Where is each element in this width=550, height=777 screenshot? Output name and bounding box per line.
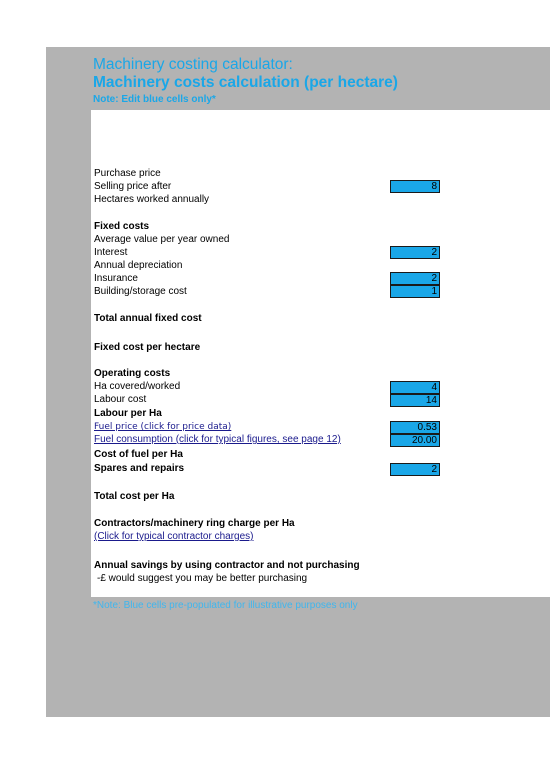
fixed-costs-heading: Fixed costs <box>94 221 150 232</box>
contractor-charge-label: Contractors/machinery ring charge per Ha <box>94 518 295 529</box>
contractor-charges-link[interactable]: (Click for typical contractor charges) <box>94 531 254 542</box>
building-storage-label: Building/storage cost <box>94 286 187 297</box>
total-annual-fixed-label: Total annual fixed cost <box>94 313 202 324</box>
building-storage-input[interactable]: 1 <box>390 285 440 298</box>
fuel-consumption-link[interactable]: Fuel consumption (click for typical figures, see page 12) <box>94 434 341 445</box>
insurance-input[interactable]: 2 <box>390 272 440 285</box>
spares-repairs-label: Spares and repairs <box>94 463 185 474</box>
purchase-suggestion-text: -£ would suggest you may be better purchasing <box>97 573 308 584</box>
insurance-label: Insurance <box>94 273 138 284</box>
purchase-price-label: Purchase price <box>94 168 161 179</box>
fuel-price-row <box>94 421 231 433</box>
hectares-worked-label: Hectares worked annually <box>94 194 210 205</box>
fuel-consumption-input[interactable]: 20.00 <box>390 434 440 447</box>
page-subtitle: Machinery costs calculation (per hectare) <box>93 74 398 91</box>
footer-note: *Note: Blue cells pre-populated for illustrative purposes only <box>93 600 358 611</box>
contractor-link-row <box>94 531 254 543</box>
annual-savings-label: Annual savings by using contractor and not purchasing <box>94 560 360 571</box>
fuel-price-input[interactable]: 0.53 <box>390 421 440 434</box>
labour-cost-label: Labour cost <box>94 394 147 405</box>
average-value-label: Average value per year owned <box>94 234 230 245</box>
annual-depreciation-label: Annual depreciation <box>94 260 183 271</box>
total-cost-per-ha-label: Total cost per Ha <box>94 491 175 502</box>
selling-price-label: Selling price after <box>94 181 172 192</box>
ha-covered-input[interactable]: 4 <box>390 381 440 394</box>
page-title: Machinery costing calculator: <box>93 56 293 73</box>
labour-cost-input[interactable]: 14 <box>390 394 440 407</box>
spares-repairs-input[interactable]: 2 <box>390 463 440 476</box>
interest-label: Interest <box>94 247 128 258</box>
cost-of-fuel-label: Cost of fuel per Ha <box>94 449 183 460</box>
fixed-cost-per-ha-label: Fixed cost per hectare <box>94 342 201 353</box>
fuel-price-link[interactable]: Fuel price (click for price data) <box>94 422 232 432</box>
interest-input[interactable]: 2 <box>390 246 440 259</box>
selling-price-input[interactable]: 8 <box>390 180 440 193</box>
operating-costs-heading: Operating costs <box>94 368 171 379</box>
ha-covered-label: Ha covered/worked <box>94 381 181 392</box>
labour-per-ha-label: Labour per Ha <box>94 408 162 419</box>
fuel-consumption-row <box>94 434 341 446</box>
edit-note: Note: Edit blue cells only* <box>93 94 216 105</box>
